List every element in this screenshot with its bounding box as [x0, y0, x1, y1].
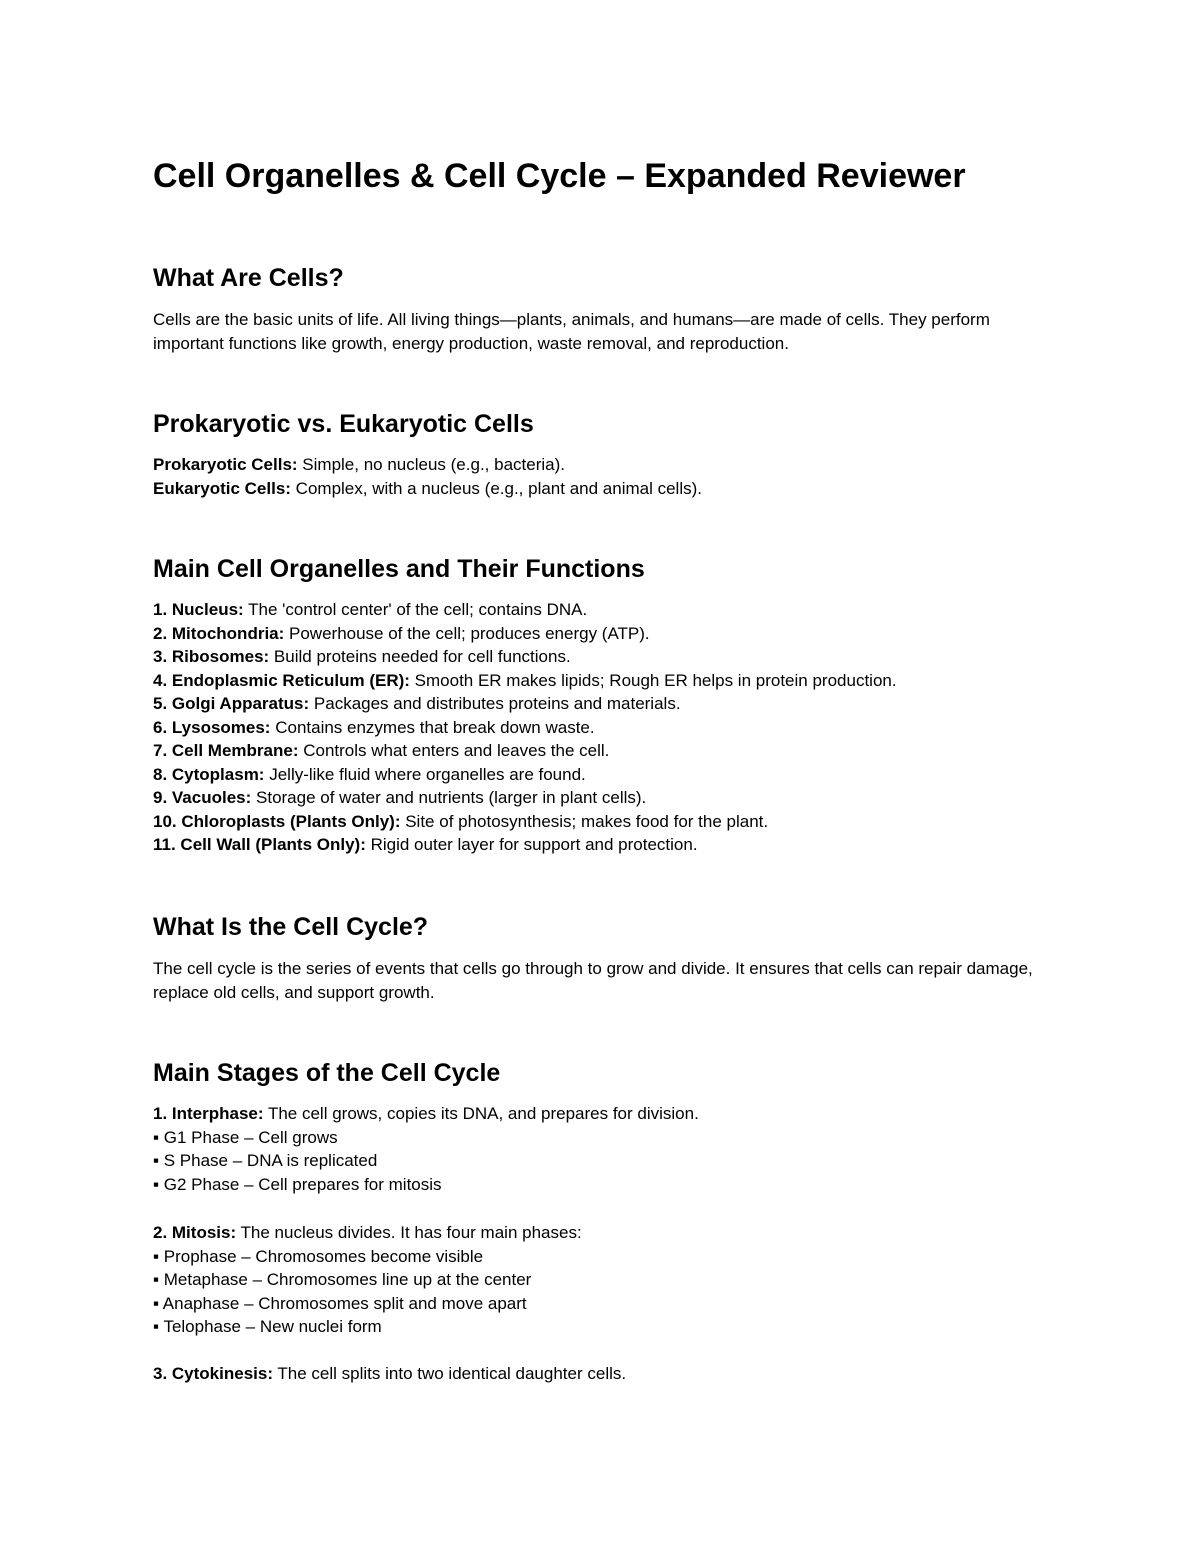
organelle-text: Build proteins needed for cell functions. — [269, 647, 571, 666]
heading-prokaryotic-vs-eukaryotic: Prokaryotic vs. Eukaryotic Cells — [153, 410, 534, 438]
bullet-item: ▪ G1 Phase – Cell grows — [153, 1127, 338, 1147]
organelle-item — [153, 833, 1053, 857]
organelle-label: 9. Vacuoles: — [153, 788, 252, 807]
organelle-label: 5. Golgi Apparatus: — [153, 694, 310, 713]
organelle-text: The 'control center' of the cell; contains DNA. — [243, 600, 588, 619]
organelle-label: 6. Lysosomes: — [153, 717, 271, 737]
organelle-item — [153, 786, 1053, 810]
organelle-text: Powerhouse of the cell; produces energy (ATP). — [284, 623, 650, 643]
organelle-item — [153, 810, 1053, 834]
organelle-label: 10. Chloroplasts (Plants Only): — [153, 811, 401, 831]
heading-main-stages: Main Stages of the Cell Cycle — [153, 1059, 501, 1087]
stage-label: 1. Interphase: — [153, 1104, 264, 1123]
heading-organelles: Main Cell Organelles and Their Functions — [153, 555, 645, 583]
organelle-label: 2. Mitochondria: — [153, 623, 285, 643]
organelle-label: 11. Cell Wall (Plants Only): — [153, 835, 366, 854]
organelle-label: 3. Ribosomes: — [153, 647, 270, 666]
list-item-label: Eukaryotic Cells: — [153, 478, 291, 498]
organelle-text: Rigid outer layer for support and protection. — [365, 835, 698, 854]
bullet-item: ▪ G2 Phase – Cell prepares for mitosis — [153, 1174, 442, 1194]
list-item-text: Simple, no nucleus (e.g., bacteria). — [297, 455, 565, 474]
organelle-item — [153, 692, 1053, 716]
prok-euk-list — [153, 453, 1053, 500]
organelle-item — [153, 645, 1053, 669]
cytokinesis-item — [153, 1362, 1053, 1386]
list-item-prokaryotic — [153, 453, 1053, 477]
organelle-item — [153, 669, 1053, 693]
interphase-item — [153, 1102, 1053, 1126]
list-item-text: Complex, with a nucleus (e.g., plant and animal cells). — [290, 478, 702, 498]
organelle-text: Jelly-like fluid where organelles are found. — [264, 764, 586, 784]
paragraph-what-are-cells: Cells are the basic units of life. All living things—plants, animals, and humans—are made of cells. They perform important functions like growth, energy production, waste removal, and reproduction. — [153, 310, 990, 353]
stage-label: 2. Mitosis: — [153, 1223, 237, 1242]
bullet-item: ▪ Prophase – Chromosomes become visible — [153, 1246, 484, 1266]
interphase-block — [153, 1102, 1053, 1196]
organelle-text: Controls what enters and leaves the cell. — [298, 741, 610, 760]
organelle-item — [153, 622, 1053, 646]
list-item-label: Prokaryotic Cells: — [153, 455, 298, 474]
heading-what-are-cells: What Are Cells? — [153, 264, 344, 292]
organelle-text: Smooth ER makes lipids; Rough ER helps in protein production. — [409, 670, 897, 690]
organelle-item — [153, 716, 1053, 740]
stage-text: The cell grows, copies its DNA, and prepares for division. — [263, 1104, 699, 1123]
organelle-label: 4. Endoplasmic Reticulum (ER): — [153, 670, 410, 690]
bullet-item: ▪ S Phase – DNA is replicated — [153, 1151, 378, 1170]
organelle-item — [153, 598, 1053, 622]
stage-label: 3. Cytokinesis: — [153, 1364, 273, 1383]
organelle-text: Contains enzymes that break down waste. — [270, 717, 595, 737]
mitosis-block — [153, 1221, 1053, 1339]
organelle-label: 8. Cytoplasm: — [153, 764, 265, 784]
heading-what-is-cell-cycle: What Is the Cell Cycle? — [153, 913, 429, 941]
stage-text: The nucleus divides. It has four main phases: — [236, 1223, 582, 1242]
bullet-item: ▪ Telophase – New nuclei form — [153, 1317, 382, 1336]
stage-text: The cell splits into two identical daughter cells. — [273, 1364, 627, 1383]
bullet-item: ▪ Anaphase – Chromosomes split and move apart — [153, 1293, 527, 1313]
cytokinesis-block — [153, 1362, 1053, 1386]
organelle-text: Packages and distributes proteins and materials. — [309, 694, 681, 713]
organelle-item — [153, 763, 1053, 787]
organelle-text: Site of photosynthesis; makes food for the plant. — [400, 811, 769, 831]
mitosis-item — [153, 1221, 1053, 1245]
bullet-item: ▪ Metaphase – Chromosomes line up at the center — [153, 1270, 532, 1289]
organelle-label: 1. Nucleus: — [153, 600, 244, 619]
organelle-item — [153, 739, 1053, 763]
document-title: Cell Organelles & Cell Cycle – Expanded Reviewer — [153, 157, 966, 195]
organelle-label: 7. Cell Membrane: — [153, 741, 299, 760]
paragraph-cell-cycle: The cell cycle is the series of events that cells go through to grow and divide. It ensures that cells can repair damage, replace old cells, and support growth. — [153, 959, 1033, 1002]
list-item-eukaryotic — [153, 477, 1053, 501]
organelle-list — [153, 598, 1053, 857]
organelle-text: Storage of water and nutrients (larger in plant cells). — [251, 788, 647, 807]
